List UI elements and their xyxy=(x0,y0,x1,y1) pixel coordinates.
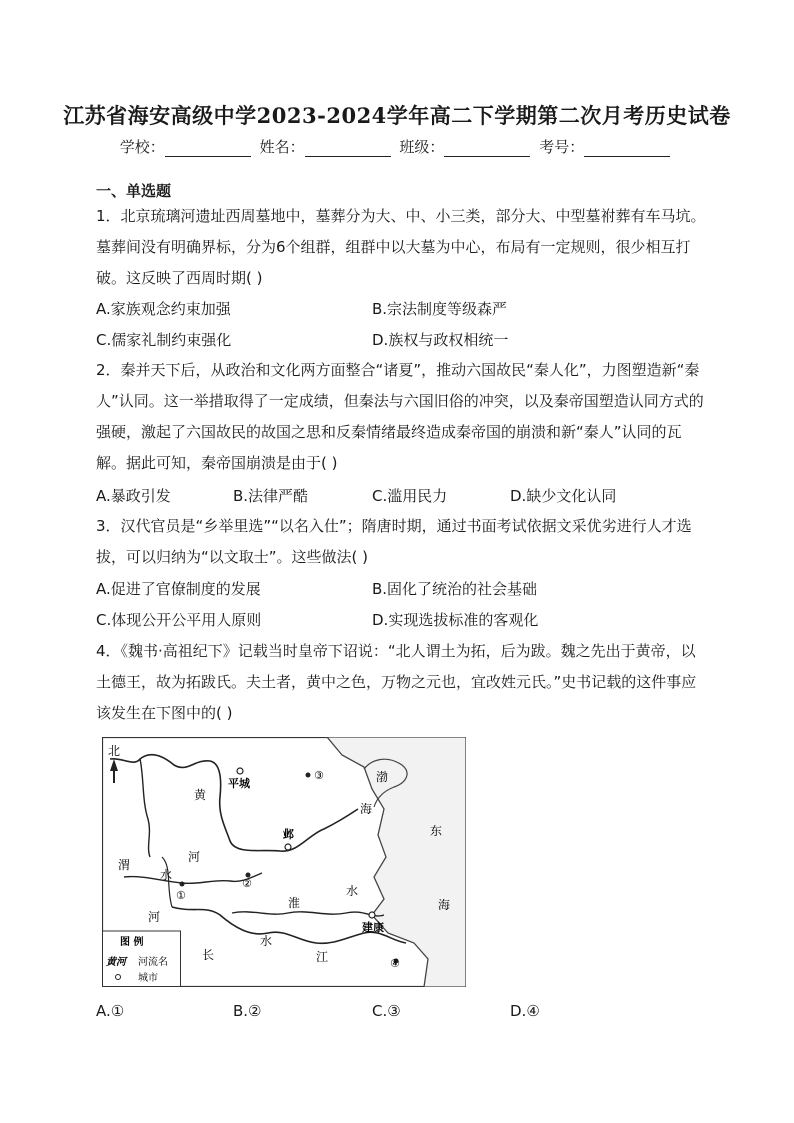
legend-city-desc: 城市 xyxy=(138,973,158,984)
question-4-option-c[interactable]: C.③ xyxy=(372,1002,401,1020)
river-label-shui3: 水 xyxy=(260,934,273,948)
name-blank[interactable] xyxy=(305,142,391,157)
river-label-shui: 水 xyxy=(160,868,173,882)
river-label-huang: 黄 xyxy=(194,788,207,802)
question-1-text: 1．北京琉璃河遗址西周墓地中，墓葬分为大、中、小三类，部分大、中型墓祔葬有车马坑。墓葬间没有明确界标，分为6个组群，组群中以大墓为中心，布局有一定规则，很少相互打破。这反映了西周时期( ) xyxy=(96,207,706,287)
section-heading: 一、单选题 xyxy=(96,182,172,200)
sea-label-bo: 渤 xyxy=(376,770,389,784)
river-label-chang: 长 xyxy=(202,948,215,962)
school-label: 学校： xyxy=(119,138,165,156)
question-4-option-b[interactable]: B.② xyxy=(233,1002,262,1020)
river-label-jiang: 江 xyxy=(316,950,329,964)
legend-river-sample: 黄河 xyxy=(106,957,126,968)
class-blank[interactable] xyxy=(444,142,530,157)
sea-label-hai2: 海 xyxy=(438,898,451,912)
class-label: 班级： xyxy=(399,138,445,156)
north-label: 北 xyxy=(108,744,121,758)
river-label-he: 河 xyxy=(188,850,201,864)
legend-title: 图 例 xyxy=(120,937,144,948)
question-3-text: 3．汉代官员是“乡举里选”“以名入仕”；隋唐时期，通过书面考试依据文采优劣进行人才选拔，可以归纳为“以文取士”。这些做法( ) xyxy=(96,517,692,566)
question-2-option-a[interactable]: A.暴政引发 xyxy=(96,487,171,505)
marker-3-dot xyxy=(306,773,311,778)
sea-label-dong: 东 xyxy=(430,824,443,838)
question-4-option-a[interactable]: A.① xyxy=(96,1002,125,1020)
city-pingcheng-label: 平城 xyxy=(228,777,250,790)
marker-1-label: ① xyxy=(176,889,186,902)
marker-2-label: ② xyxy=(242,877,252,890)
question-1-option-d[interactable]: D.族权与政权相统一 xyxy=(372,331,509,349)
student-info-line xyxy=(0,136,794,157)
school-blank[interactable] xyxy=(165,142,251,157)
question-3-option-b[interactable]: B.固化了统治的社会基础 xyxy=(372,580,538,598)
marker-4-label: ④ xyxy=(390,957,400,970)
river-label-shui2: 水 xyxy=(346,884,359,898)
marker-1-dot xyxy=(180,882,185,887)
sea-label-hai: 海 xyxy=(360,802,373,816)
question-2-text: 2．秦并天下后，从政治和文化两方面整合“诸夏”，推动六国故民“秦人化”，力图塑造新“秦人”认同。这一举措取得了一定成绩，但秦法与六国旧俗的冲突，以及秦帝国塑造认同方式的强硬，激起了六国故民的故国之思和反秦情绪最终造成秦帝国的崩溃和新“秦人”认同的瓦解。据此可知，秦帝国崩溃是由于( ) xyxy=(96,361,704,472)
river-label-he2: 河 xyxy=(148,910,161,924)
question-4-text: 4．《魏书·高祖纪下》记载当时皇帝下诏说：“北人谓土为拓，后为跋。魏之先出于黄帝，以土德王，故为拓跋氏。夫土者，黄中之色，万物之元也，宜改姓元氏。”史书记载的这件事应该发生在下图中的( ) xyxy=(96,642,697,722)
question-3-option-d[interactable]: D.实现选拔标准的客观化 xyxy=(372,611,539,629)
city-ye-label: 邺 xyxy=(283,828,294,841)
exam-title: 江苏省海安高级中学2023-2024学年高二下学期第二次月考历史试卷 xyxy=(63,103,731,128)
question-1-option-c[interactable]: C.儒家礼制约束强化 xyxy=(96,331,232,349)
city-pingcheng-marker xyxy=(237,768,243,774)
city-ye-marker xyxy=(285,844,291,850)
question-1-option-b[interactable]: B.宗法制度等级森严 xyxy=(372,300,508,318)
historical-map xyxy=(102,737,466,987)
question-1-option-a[interactable]: A.家族观念约束加强 xyxy=(96,300,231,318)
question-4-option-d[interactable]: D.④ xyxy=(510,1002,540,1020)
legend-river-desc: 河流名 xyxy=(138,957,168,968)
city-jiankang-marker xyxy=(369,912,375,918)
number-blank[interactable] xyxy=(584,142,670,157)
question-2-option-c[interactable]: C.滥用民力 xyxy=(372,487,448,505)
question-2-option-d[interactable]: D.缺少文化认同 xyxy=(510,487,617,505)
question-3-option-a[interactable]: A.促进了官僚制度的发展 xyxy=(96,580,261,598)
river-label-wei: 渭 xyxy=(118,858,131,872)
river-label-huai: 淮 xyxy=(288,896,301,910)
number-label: 考号： xyxy=(539,138,585,156)
city-jiankang-label: 建康 xyxy=(362,921,384,934)
question-3-option-c[interactable]: C.体现公开公平用人原则 xyxy=(96,611,262,629)
name-label: 姓名： xyxy=(259,138,305,156)
question-2-option-b[interactable]: B.法律严酷 xyxy=(233,487,309,505)
legend-city-marker xyxy=(116,975,121,980)
marker-3-label: ③ xyxy=(314,769,324,782)
